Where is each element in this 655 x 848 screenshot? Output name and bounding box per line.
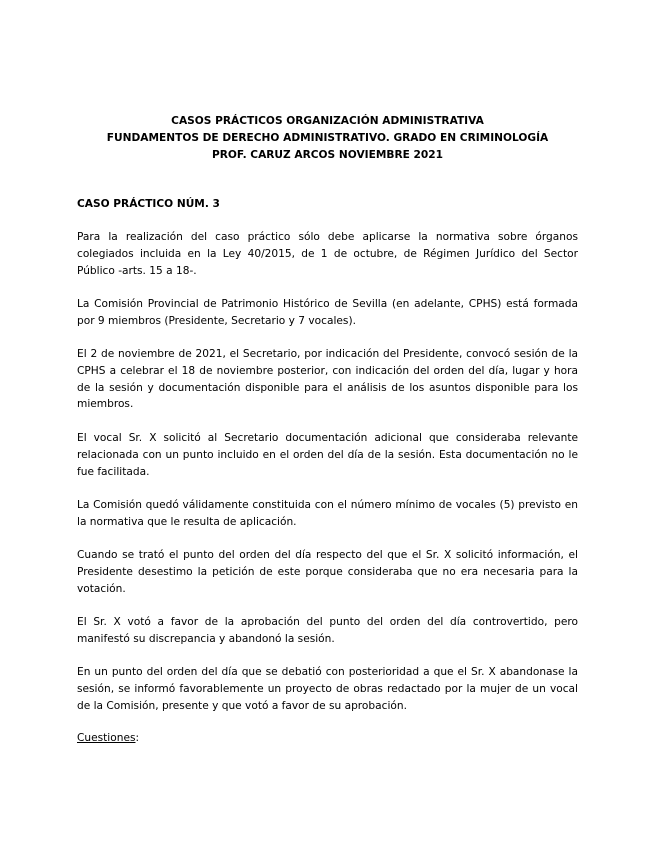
- questions-colon: :: [135, 732, 140, 744]
- questions-label: Cuestiones: [77, 732, 136, 744]
- paragraph: La Comisión quedó válidamente constituida con el número mínimo de vocales (5) previsto en la normativa que le resulta de aplicación.: [77, 499, 578, 528]
- header-title: CASOS PRÁCTICOS ORGANIZACIÓN ADMINISTRATIVA: [171, 115, 484, 127]
- paragraph: Cuando se trató el punto del orden del día respecto del que el Sr. X solicitó información, el Presidente desestimo la petición de este porque consideraba que no era necesaria para la votación.: [77, 549, 578, 595]
- paragraph: El 2 de noviembre de 2021, el Secretario, por indicación del Presidente, convocó sesión de la CPHS a celebrar el 18 de noviembre posterior, con indicación del orden del día, lugar y hora de la sesión y documentación disponible para el análisis de los asuntos disponible para los miembros.: [77, 348, 578, 411]
- document-header: [60, 113, 595, 164]
- header-author-date: PROF. CARUZ ARCOS NOVIEMBRE 2021: [211, 149, 444, 161]
- questions-heading: [77, 730, 139, 747]
- paragraph: El Sr. X votó a favor de la aprobación del punto del orden del día controvertido, pero manifestó su discrepancia y abandonó la sesión.: [77, 616, 578, 645]
- paragraph: Para la realización del caso práctico sólo debe aplicarse la normativa sobre órganos colegiados incluida en la Ley 40/2015, de 1 de octubre, de Régimen Jurídico del Sector Público -arts. 15 a 18-.: [77, 231, 578, 277]
- paragraph: En un punto del orden del día que se debatió con posterioridad a que el Sr. X abandonase la sesión, se informó favorablemente un proyecto de obras redactado por la mujer de un vocal de la Comisión, presente y que votó a favor de su aprobación.: [77, 666, 578, 712]
- paragraph: El vocal Sr. X solicitó al Secretario documentación adicional que consideraba relevante relacionada con un punto incluido en el orden del día de la sesión. Esta documentación no le fue facilitada.: [77, 432, 578, 478]
- paragraph: La Comisión Provincial de Patrimonio Histórico de Sevilla (en adelante, CPHS) está formada por 9 miembros (Presidente, Secretario y 7 vocales).: [77, 298, 578, 327]
- case-title: CASO PRÁCTICO NÚM. 3: [77, 198, 220, 210]
- header-subject: FUNDAMENTOS DE DERECHO ADMINISTRATIVO. GRADO EN CRIMINOLOGÍA: [106, 132, 549, 144]
